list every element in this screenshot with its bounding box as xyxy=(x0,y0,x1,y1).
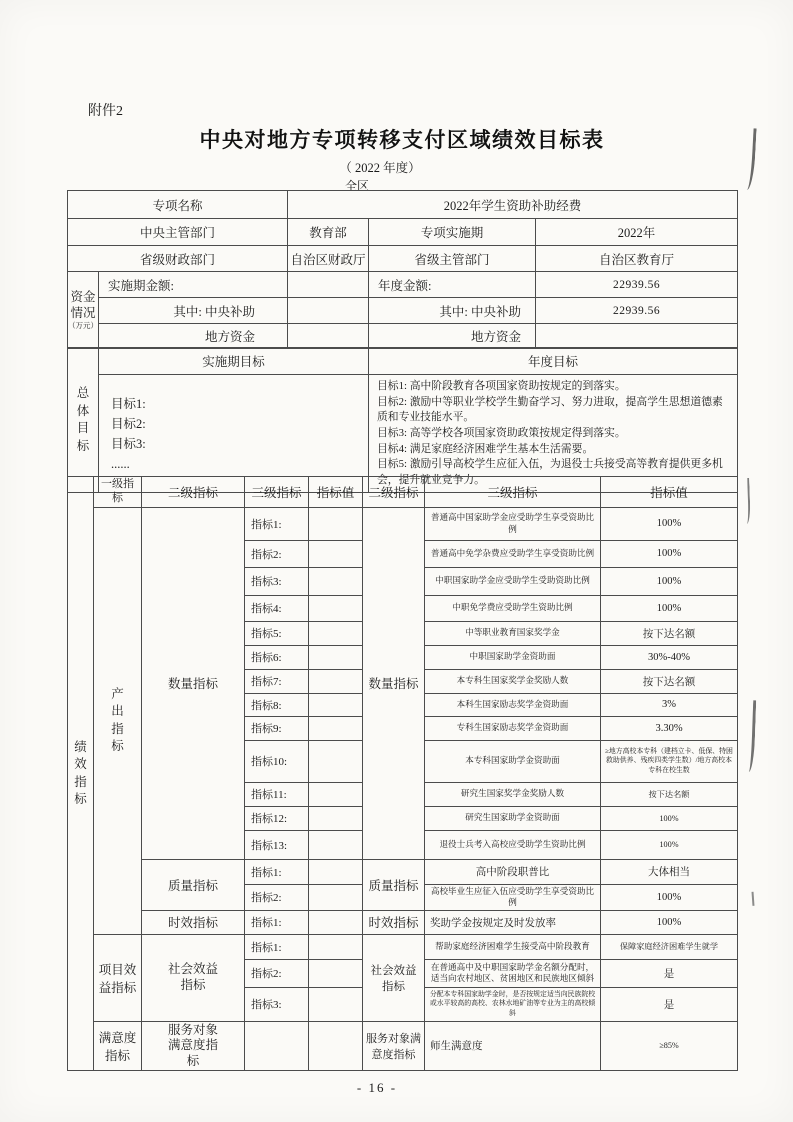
indicator-value-cell: 大体相当 xyxy=(601,859,738,884)
group-timeliness-left: 时效指标 xyxy=(142,910,245,934)
impl-amount-label: 实施期金额: xyxy=(99,272,288,298)
indicator-value-empty xyxy=(309,693,363,716)
prov-dept-value: 自治区教育厅 xyxy=(536,246,738,272)
indicator-value-empty xyxy=(309,987,363,1021)
group-timeliness-right: 时效指标 xyxy=(363,910,425,934)
local-fund-annual-value xyxy=(536,324,738,349)
indicator-name-cell: 研究生国家奖学金奖励人数 xyxy=(425,782,601,806)
project-name-label: 专项名称 xyxy=(68,191,288,219)
indicator-value-cell: 100% xyxy=(601,806,738,830)
local-fund-label: 地方资金 xyxy=(99,324,288,349)
indicator-value-empty xyxy=(309,567,363,595)
indicator-l3-cell: 指标2: xyxy=(245,884,309,910)
region-label: 全区 xyxy=(344,179,369,193)
impl-period-value: 2022年 xyxy=(536,219,738,246)
indicator-l3-cell: 指标4: xyxy=(245,595,309,621)
annual-goals-header: 年度目标 xyxy=(369,348,738,375)
indicator-value-cell: 100% xyxy=(601,595,738,621)
prov-finance-label: 省级财政部门 xyxy=(68,246,288,272)
annual-amount-value: 22939.56 xyxy=(536,272,738,298)
indicator-name-cell: 本科生国家励志奖学金资助面 xyxy=(425,693,601,716)
indicator-name-cell: 高校毕业生应征入伍应受助学生享受资助比例 xyxy=(425,884,601,910)
goals-section-label: 总体目标 xyxy=(68,348,99,493)
indicator-name-cell: 师生满意度 xyxy=(425,1021,601,1071)
indicator-l3-cell: 指标7: xyxy=(245,669,309,693)
indicator-value-empty xyxy=(309,782,363,806)
scan-artifact xyxy=(741,478,751,524)
group-social-right: 社会效益指标 xyxy=(363,934,425,1021)
overall-goals-table xyxy=(67,347,738,493)
indicator-value-cell: ≥地方高校本专科（建档立卡、低保、特困救助供养、残疾四类学生数）/地方高校本专科在校生数 xyxy=(601,740,738,782)
indicator-value-cell: 100% xyxy=(601,540,738,567)
indicator-name-cell: 高中阶段职普比 xyxy=(425,859,601,884)
indicator-value-cell: 100% xyxy=(601,567,738,595)
header-level2-left: 二级指标 xyxy=(142,477,245,508)
annual-goal-line: 目标5: 激励引导高校学生应征入伍，为退役士兵接受高等教育提供更多机会，提升就业竞争力。 xyxy=(377,458,723,486)
header-value-right: 指标值 xyxy=(601,477,738,508)
indicator-value-cell: 100% xyxy=(601,910,738,934)
indicator-value-cell: 100% xyxy=(601,507,738,540)
indicator-name-cell: 普通高中免学杂费应受助学生享受资助比例 xyxy=(425,540,601,567)
indicator-l3-cell: 指标3: xyxy=(245,567,309,595)
indicator-value-cell: 100% xyxy=(601,884,738,910)
indicator-value-empty xyxy=(309,806,363,830)
group-satisfaction: 满意度指标 xyxy=(94,1021,142,1071)
indicator-name-cell: 中职免学费应受助学生资助比例 xyxy=(425,595,601,621)
page-number: - 16 - xyxy=(356,1080,398,1095)
indicator-l3-cell: 指标1: xyxy=(245,859,309,884)
central-subsidy-annual-label: 其中: 中央补助 xyxy=(369,298,536,324)
indicator-value-cell: 是 xyxy=(601,987,738,1021)
group-quantity-left: 数量指标 xyxy=(142,507,245,859)
header-info-table xyxy=(67,190,738,349)
impl-goals-header: 实施期目标 xyxy=(99,348,369,375)
header-level3-left: 三级指标 xyxy=(245,477,309,508)
annual-goal-line: 目标1: 高中阶段教育各项国家资助按规定的到落实。 xyxy=(377,380,626,392)
indicator-name-cell: 专科生国家励志奖学金资助面 xyxy=(425,716,601,740)
header-level2-right: 二级指标 xyxy=(363,477,425,508)
scan-artifact xyxy=(744,700,757,772)
impl-goal-line: 目标1: xyxy=(111,396,146,411)
group-service-right: 服务对象满意度指标 xyxy=(363,1021,425,1071)
central-dept-value: 教育部 xyxy=(288,219,369,246)
indicator-name-cell: 奖助学金按规定及时发放率 xyxy=(425,910,601,934)
scan-artifact xyxy=(747,892,755,906)
scan-artifact xyxy=(742,128,756,190)
indicator-value-cell: 按下达名额 xyxy=(601,669,738,693)
funding-unit: （万元） xyxy=(68,320,98,330)
indicator-value-empty xyxy=(309,669,363,693)
indicator-l3-cell: 指标2: xyxy=(245,540,309,567)
header-level1: 一级指标 xyxy=(94,477,142,508)
indicator-value-empty xyxy=(309,621,363,645)
year-subtitle: （ 2022 年度） xyxy=(339,161,421,175)
impl-goal-line: 目标2: xyxy=(111,416,146,431)
indicator-value-empty xyxy=(309,884,363,910)
indicator-value-cell: 按下达名额 xyxy=(601,621,738,645)
annual-goal-line: 目标4: 满足家庭经济困难学生基本生活需要。 xyxy=(377,442,594,455)
group-social-left: 社会效益指标 xyxy=(142,934,245,1021)
impl-goal-line: ...... xyxy=(111,456,130,471)
indicator-value-empty xyxy=(309,934,363,959)
prov-dept-label: 省级主管部门 xyxy=(369,246,536,272)
annual-amount-label: 年度金额: xyxy=(369,272,536,298)
indicator-name-cell: 在普通高中及中职国家助学金名额分配时，适当向农村地区、贫困地区和民族地区倾斜 xyxy=(425,959,601,987)
indicator-value-cell: 按下达名额 xyxy=(601,782,738,806)
indicator-l3-cell: 指标1: xyxy=(245,934,309,959)
indicator-value-empty xyxy=(309,1021,363,1071)
indicator-l3-cell: 指标2: xyxy=(245,959,309,987)
indicator-l3-cell: 指标1: xyxy=(245,910,309,934)
indicator-value-cell: 3.30% xyxy=(601,716,738,740)
indicator-value-cell: 3% xyxy=(601,693,738,716)
header-level3-right: 三级指标 xyxy=(425,477,601,508)
indicator-value-cell: 30%-40% xyxy=(601,645,738,669)
indicator-value-empty xyxy=(309,910,363,934)
indicator-name-cell: 中职国家助学金资助面 xyxy=(425,645,601,669)
indicator-value-empty xyxy=(309,507,363,540)
local-fund-impl-value xyxy=(288,324,369,349)
page-title: 中央对地方专项转移支付区域绩效目标表 xyxy=(199,129,605,152)
central-dept-label: 中央主管部门 xyxy=(68,219,288,246)
funding-section-label: 资金情况 （万元） xyxy=(68,272,99,349)
central-subsidy-impl-value xyxy=(288,298,369,324)
indicator-name-cell: 退役士兵考入高校应受助学生资助比例 xyxy=(425,830,601,859)
central-subsidy-label: 其中: 中央补助 xyxy=(99,298,288,324)
annual-goal-line: 目标2: 激励中等职业学校学生勤奋学习、努力进取，提高学生思想道德素质和专业技能水平。 xyxy=(377,395,723,424)
indicator-name-cell: 本专科国家助学金资助面 xyxy=(425,740,601,782)
indicator-value-empty xyxy=(309,959,363,987)
indicator-l3-cell: 指标1: xyxy=(245,507,309,540)
group-service-left: 服务对象满意度指标 xyxy=(142,1021,245,1071)
indicator-l3-cell: 指标3: xyxy=(245,987,309,1021)
group-benefit: 项目效益指标 xyxy=(94,934,142,1021)
impl-goal-line: 目标3: xyxy=(111,436,146,451)
annual-goal-line: 目标3: 高等学校各项国家资助政策按规定得到落实。 xyxy=(377,426,626,439)
impl-period-label: 专项实施期 xyxy=(369,219,536,246)
indicator-name-cell: 帮助家庭经济困难学生接受高中阶段教育 xyxy=(425,934,601,959)
indicator-name-cell: 中职国家助学金应受助学生受助资助比例 xyxy=(425,567,601,595)
impl-amount-value xyxy=(288,272,369,298)
header-value-left: 指标值 xyxy=(309,477,363,508)
group-quantity-right: 数量指标 xyxy=(363,507,425,859)
group-output: 产出指标 xyxy=(94,507,142,934)
indicator-l3-cell: 指标6: xyxy=(245,645,309,669)
indicator-l3-cell: 指标9: xyxy=(245,716,309,740)
indicator-value-empty xyxy=(309,716,363,740)
indicator-l3-empty xyxy=(245,1021,309,1071)
local-fund-annual-label: 地方资金 xyxy=(369,324,536,349)
indicator-value-cell: ≥85% xyxy=(601,1021,738,1071)
indicator-value-empty xyxy=(309,859,363,884)
attachment-label: 附件2 xyxy=(88,104,123,119)
group-quality-left: 质量指标 xyxy=(142,859,245,910)
central-subsidy-annual-value: 22939.56 xyxy=(536,298,738,324)
indicator-value-cell: 保障家庭经济困难学生就学 xyxy=(601,934,738,959)
indicator-name-cell: 研究生国家助学金资助面 xyxy=(425,806,601,830)
indicator-value-empty xyxy=(309,595,363,621)
group-quality-right: 质量指标 xyxy=(363,859,425,910)
indicator-name-cell: 分配本专科国家助学金时，是否按规定适当向民族院校或水平较高的高校、农林水地矿油等专业为主的高校倾斜 xyxy=(425,987,601,1021)
project-name-value: 2022年学生资助补助经费 xyxy=(288,191,738,219)
indicator-name-cell: 本专科生国家奖学金奖励人数 xyxy=(425,669,601,693)
indicator-l3-cell: 指标12: xyxy=(245,806,309,830)
indicators-section-label: 绩效指标 xyxy=(68,477,94,1071)
indicator-name-cell: 普通高中国家助学金应受助学生享受资助比例 xyxy=(425,507,601,540)
prov-finance-value: 自治区财政厅 xyxy=(288,246,369,272)
indicator-value-empty xyxy=(309,645,363,669)
indicator-l3-cell: 指标11: xyxy=(245,782,309,806)
indicator-l3-cell: 指标8: xyxy=(245,693,309,716)
indicator-l3-cell: 指标5: xyxy=(245,621,309,645)
indicator-value-empty xyxy=(309,830,363,859)
indicator-l3-cell: 指标10: xyxy=(245,740,309,782)
indicator-value-empty xyxy=(309,540,363,567)
indicator-value-cell: 100% xyxy=(601,830,738,859)
indicator-name-cell: 中等职业教育国家奖学金 xyxy=(425,621,601,645)
indicator-value-cell: 是 xyxy=(601,959,738,987)
performance-indicators-table xyxy=(67,476,738,1071)
indicator-l3-cell: 指标13: xyxy=(245,830,309,859)
indicator-value-empty xyxy=(309,740,363,782)
